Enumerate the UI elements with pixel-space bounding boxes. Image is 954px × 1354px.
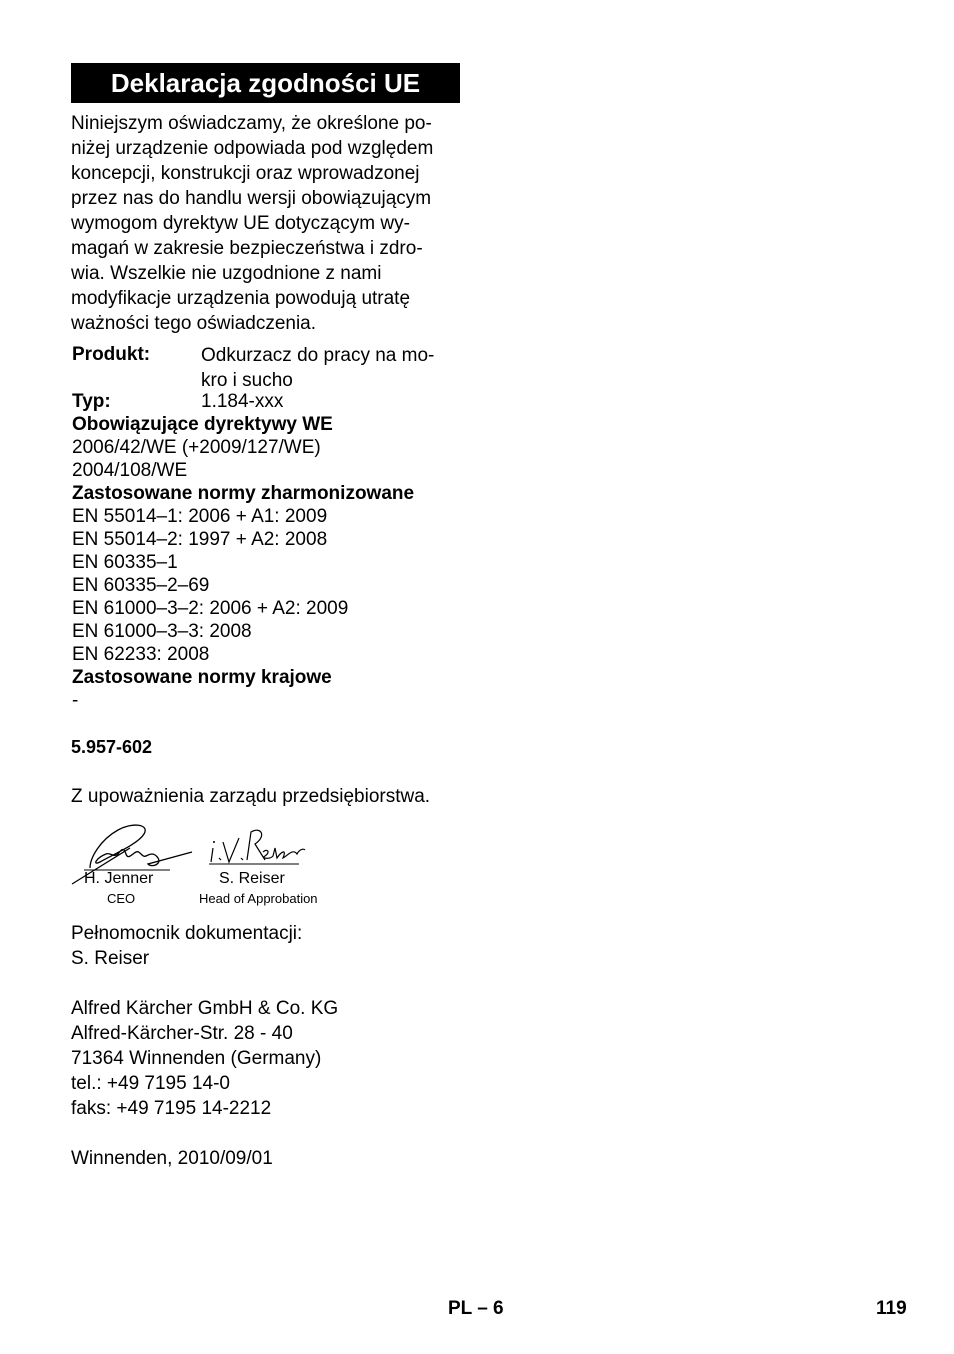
intro-paragraph [71, 111, 463, 336]
place-date: Winnenden, 2010/09/01 [71, 1148, 273, 1169]
authorization-text: Z upoważnienia zarządu przedsiębiorstwa. [71, 786, 431, 807]
intro-line: koncepcji, konstrukcji oraz wprowadzonej [71, 163, 420, 184]
intro-line: modyfikacje urządzenia powodują utratę [71, 288, 411, 309]
footer-page-number: 119 [876, 1298, 907, 1319]
harmonized-item: EN 60335–1 [72, 552, 178, 573]
product-label: Produkt: [72, 344, 151, 365]
documentation-line: S. Reiser [71, 948, 150, 969]
intro-line: ważności tego oświadczenia. [71, 313, 317, 334]
company-address [71, 996, 338, 1121]
page-title: Deklaracja zgodności UE [71, 63, 460, 103]
harmonized-item: EN 62233: 2008 [72, 644, 210, 665]
product-value-line: Odkurzacz do pracy na mo- [201, 345, 435, 366]
product-value-line: kro i sucho [201, 370, 293, 391]
company-line: tel.: +49 7195 14-0 [71, 1073, 230, 1094]
intro-line: Niniejszym oświadczamy, że określone po- [71, 113, 432, 134]
company-line: faks: +49 7195 14-2212 [71, 1098, 272, 1119]
harmonized-item: EN 55014–2: 1997 + A2: 2008 [72, 529, 328, 550]
national-value: - [72, 690, 79, 711]
signature-name: H. Jenner [84, 870, 154, 887]
harmonized-item: EN 61000–3–3: 2008 [72, 621, 252, 642]
company-line: Alfred-Kärcher-Str. 28 - 40 [71, 1023, 293, 1044]
signature-reiser-graphic [199, 818, 309, 873]
product-value [201, 343, 464, 393]
type-row [72, 390, 464, 413]
intro-line: wymogom dyrektyw UE dotyczącym wy- [71, 213, 410, 234]
signature-jenner [70, 818, 200, 913]
documentation-line: Pełnomocnik dokumentacji: [71, 923, 303, 944]
company-line: 71364 Winnenden (Germany) [71, 1048, 322, 1069]
type-label: Typ: [72, 391, 111, 412]
footer-section-code: PL – 6 [448, 1298, 504, 1319]
product-row [72, 343, 464, 393]
directive-item: 2004/108/WE [72, 460, 188, 481]
documentation-block [71, 921, 302, 971]
directive-item: 2006/42/WE (+2009/127/WE) [72, 437, 321, 458]
intro-line: magań w zakresie bezpieczeństwa i zdro- [71, 238, 423, 259]
signature-name: S. Reiser [219, 870, 285, 887]
harmonized-heading: Zastosowane normy zharmonizowane [72, 483, 415, 504]
signature-role: Head of Approbation [199, 891, 318, 906]
company-line: Alfred Kärcher GmbH & Co. KG [71, 998, 339, 1019]
national-heading: Zastosowane normy krajowe [72, 667, 332, 688]
intro-line: przez nas do handlu wersji obowiązującym [71, 188, 432, 209]
harmonized-item: EN 60335–2–69 [72, 575, 210, 596]
harmonized-item: EN 61000–3–2: 2006 + A2: 2009 [72, 598, 349, 619]
intro-line: niżej urządzenie odpowiada pod względem [71, 138, 434, 159]
harmonized-item: EN 55014–1: 2006 + A1: 2009 [72, 506, 328, 527]
signature-reiser [199, 818, 339, 913]
type-value: 1.184-xxx [201, 391, 284, 412]
signature-role: CEO [107, 891, 136, 906]
part-number: 5.957-602 [71, 737, 153, 757]
intro-line: wia. Wszelkie nie uzgodnione z nami [71, 263, 382, 284]
directives-heading: Obowiązujące dyrektywy WE [72, 414, 333, 435]
specification-block [72, 343, 464, 712]
